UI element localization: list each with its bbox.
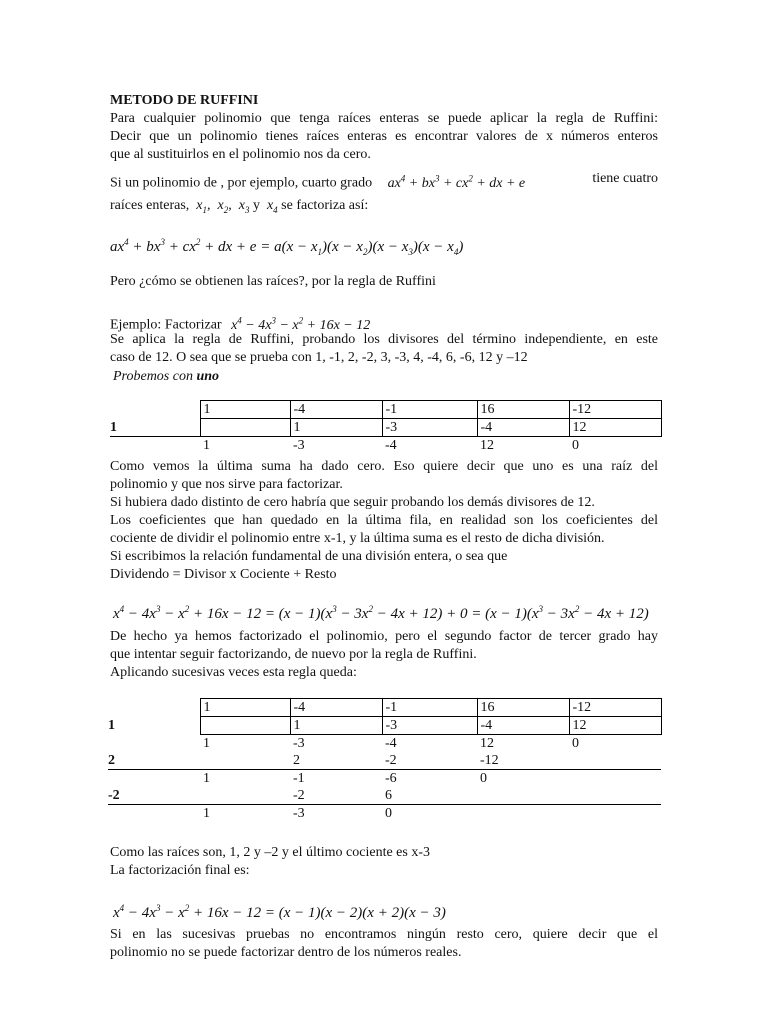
table-cell: 0 — [385, 806, 392, 821]
roots-list: $x_1$, $x_2$, $x_3$ y $x_4$ — [192, 198, 278, 215]
page-title: METODO DE RUFFINI — [110, 93, 259, 108]
table-cell — [569, 770, 661, 788]
paragraph-line: Se aplica la regla de Ruffini, probando los divisores del término independiente, en este — [110, 332, 658, 347]
table-cell — [569, 752, 661, 770]
table-cell: -2 — [290, 787, 382, 805]
table-cell: -4 — [290, 699, 382, 717]
paragraph-line: Dividendo = Divisor x Cociente + Resto — [110, 567, 337, 582]
table-cell: -4 — [385, 438, 397, 453]
division-relation-formula: $x^4 - 4x^3 - x^2 + 16x - 12 = (x - 1)(x^3 - 3x^2 - 4x + 12) + 0 = (x - 1)(x^3 - 3x^2 - 4x + 12)$ — [113, 604, 649, 622]
table-cell: 1 — [200, 699, 290, 717]
table-cell: 16 — [477, 401, 569, 419]
table-cell: -1 — [382, 699, 477, 717]
ruffini-table-2 — [108, 698, 662, 822]
table-cell — [200, 717, 290, 735]
table-cell: 12 — [569, 717, 661, 735]
probemos-line — [113, 368, 219, 385]
table-cell: 1 — [203, 806, 210, 821]
text: Probemos con — [113, 369, 193, 384]
table-row — [108, 717, 661, 735]
table-row — [108, 770, 661, 788]
table-cell: -1 — [382, 401, 477, 419]
table-cell: 0 — [572, 736, 579, 751]
table-cell: 1 — [290, 717, 382, 735]
table-cell: 0 — [480, 771, 487, 786]
paragraph-line: Como las raíces son, 1, 2 y –2 y el último cociente es x-3 — [110, 845, 430, 860]
table-cell: 1 — [203, 736, 210, 751]
paragraph-line: cociente de dividir el polinomio entre x-1, y la última suma es el resto de dicha división. — [110, 531, 605, 546]
paragraph-line: Pero ¿cómo se obtienen las raíces?, por la regla de Ruffini — [110, 274, 436, 289]
table-cell: 12 — [569, 419, 661, 437]
paragraph-line: que al sustituirlos en el polinomio nos da cero. — [110, 147, 371, 162]
divisor-cell: -2 — [108, 787, 200, 805]
text: raíces enteras, — [110, 198, 190, 213]
paragraph-line: polinomio y que nos sirve para factorizar. — [110, 477, 343, 492]
table-row — [110, 401, 661, 419]
paragraph-line: que intentar seguir factorizando, de nuevo por la regla de Ruffini. — [110, 647, 477, 662]
general-factorization-formula: $ax^4 + bx^3 + cx^2$ + dx + $e = a(x - x_1)(x - x_2)(x - x_3)(x - x_4)$ — [110, 237, 464, 257]
paragraph-line: La factorización final es: — [110, 863, 250, 878]
table-cell — [477, 805, 569, 823]
divisor-cell: 2 — [108, 752, 200, 770]
paragraph-line: Si en las sucesivas pruebas no encontramos ningún resto cero, quiere decir que el — [110, 927, 658, 942]
table-row — [108, 787, 661, 805]
table-cell: 2 — [290, 752, 382, 770]
paragraph-line: Como vemos la última suma ha dado cero. Eso quiere decir que uno es una raíz del — [110, 459, 658, 474]
paragraph-line: caso de 12. O sea que se prueba con 1, -1, 2, -2, 3, -3, 4, -4, 6, -6, 12 y –12 — [110, 350, 528, 365]
table-row — [108, 752, 661, 770]
table-cell: -12 — [569, 699, 661, 717]
table-cell: 0 — [572, 438, 579, 453]
table-cell: 12 — [480, 438, 494, 453]
text: Si un polinomio de , por ejemplo, cuarto grado — [110, 175, 373, 191]
table-row — [108, 805, 661, 823]
divisor-cell: 1 — [108, 718, 115, 733]
table-cell: -3 — [293, 736, 305, 751]
paragraph-line: Aplicando sucesivas veces esta regla queda: — [110, 665, 357, 680]
table-cell — [200, 419, 290, 437]
text: se factoriza así: — [281, 198, 369, 213]
table-cell — [477, 787, 569, 805]
table-cell — [569, 787, 661, 805]
table-cell: 1 — [203, 438, 210, 453]
table-cell: 6 — [382, 787, 477, 805]
table-cell: -2 — [382, 752, 477, 770]
paragraph-line: Si escribimos la relación fundamental de una división entera, o sea que — [110, 549, 508, 564]
paragraph-line: Para cualquier polinomio que tenga raíces enteras se puede aplicar la regla de Ruffini: — [110, 111, 658, 126]
table-cell: -3 — [293, 438, 305, 453]
final-factorization-formula: $x^4 - 4x^3 - x^2 + 16x - 12 = (x - 1)(x - 2)(x + 2)(x - 3)$ — [113, 903, 446, 921]
table-row — [110, 437, 661, 455]
table-cell: -4 — [477, 419, 569, 437]
table-cell: -4 — [290, 401, 382, 419]
table-cell: -4 — [385, 736, 397, 751]
table-cell: -12 — [569, 401, 661, 419]
paragraph-general-poly — [110, 170, 658, 192]
paragraph-line: Decir que un polinomio tienes raíces enteras es encontrar valores de x números enteros — [110, 129, 658, 144]
text: uno — [196, 369, 220, 384]
example-polynomial: $x^4 - 4x^3 - x^2 + 16x - 12$ — [231, 315, 371, 333]
table-cell: 12 — [480, 736, 494, 751]
text: tiene cuatro — [592, 171, 658, 186]
divisor-cell: 1 — [110, 419, 200, 437]
text: Ejemplo: Factorizar — [110, 317, 222, 333]
table-cell — [200, 787, 290, 805]
table-cell — [569, 805, 661, 823]
table-cell: -1 — [293, 771, 305, 786]
paragraph-line: Si hubiera dado distinto de cero habría que seguir probando los demás divisores de 12. — [110, 495, 595, 510]
ruffini-table-1 — [110, 400, 662, 454]
paragraph-roots-line — [110, 197, 368, 219]
table-cell: -3 — [382, 717, 477, 735]
table-cell: 1 — [203, 771, 210, 786]
table-cell: -12 — [477, 752, 569, 770]
table-cell: 1 — [200, 401, 290, 419]
general-polynomial-formula: $ax^4 + bx^3 + cx^2$ + dx + e — [387, 173, 526, 191]
table-cell — [200, 752, 290, 770]
paragraph-line: Los coeficientes que han quedado en la última fila, en realidad son los coeficientes del — [110, 513, 658, 528]
table-cell: -3 — [293, 806, 305, 821]
table-cell: -4 — [477, 717, 569, 735]
table-row — [108, 699, 661, 717]
table-cell: 16 — [477, 699, 569, 717]
paragraph-line: polinomio no se puede factorizar dentro de los números reales. — [110, 945, 462, 960]
paragraph-line: De hecho ya hemos factorizado el polinomio, pero el segundo factor de tercer grado hay — [110, 629, 658, 644]
table-row — [108, 735, 661, 753]
table-row — [110, 419, 661, 437]
table-cell: -3 — [382, 419, 477, 437]
table-cell: 1 — [290, 419, 382, 437]
table-cell: -6 — [385, 771, 397, 786]
